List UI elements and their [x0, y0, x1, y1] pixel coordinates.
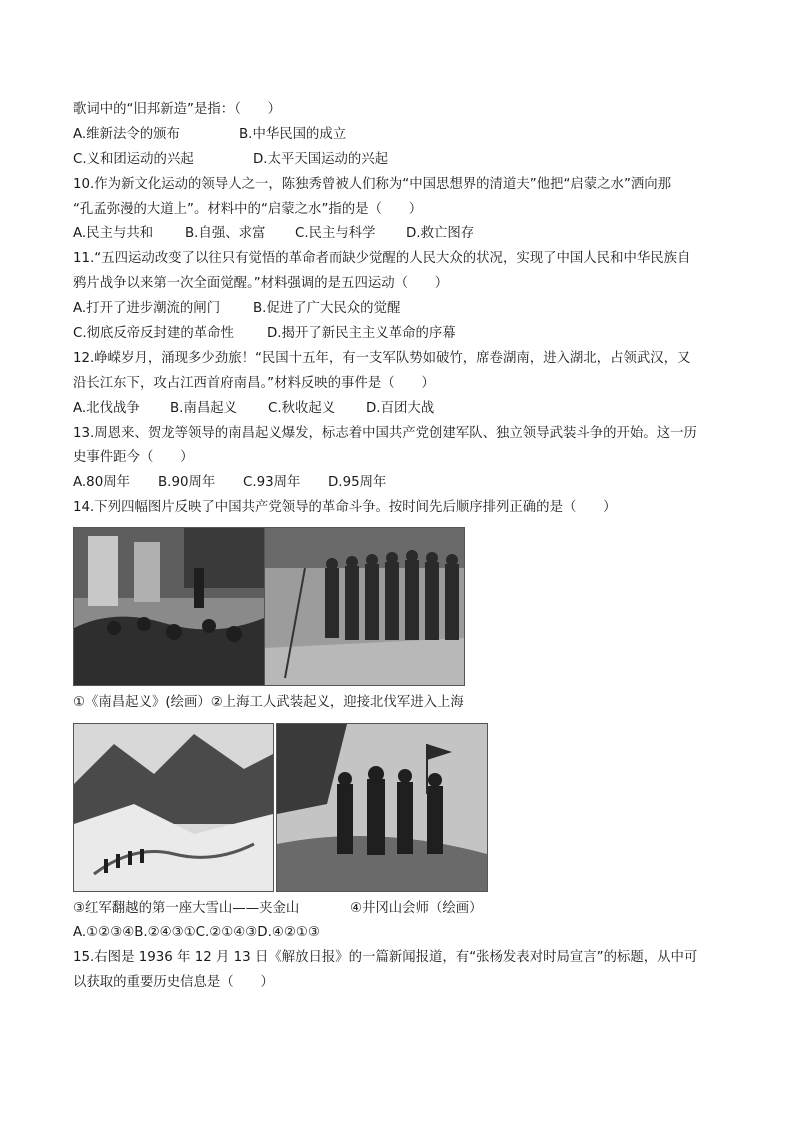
q14-photo-row2 — [73, 723, 733, 893]
q15-stem-line1: 15.右图是 1936 年 12 月 13 日《解放日报》的一篇新闻报道，有“张杨发表对时局宣言”的标题，从中可 — [73, 950, 698, 966]
q11-option-d[interactable]: D.揭开了新民主主义革命的序幕 — [267, 326, 456, 342]
q13-option-c[interactable]: C.93周年 — [243, 475, 301, 491]
q10-stem-line2: “孔孟弥漫的大道上”。材料中的“启蒙之水”指的是（ ） — [73, 201, 423, 217]
shanghai-workers-uprising-photo — [264, 527, 465, 686]
q11-options-row2 — [73, 322, 733, 347]
q9-option-a[interactable]: A.维新法令的颁布 — [73, 126, 180, 142]
q14-stem: 14.下列四幅图片反映了中国共产党领导的革命斗争。按时间先后顺序排列正确的是（ ） — [73, 500, 617, 516]
q10-option-a[interactable]: A.民主与共和 — [73, 226, 154, 242]
exam-page — [73, 98, 733, 996]
nanchang-uprising-painting — [73, 527, 265, 686]
q12-option-a[interactable]: A.北伐战争 — [73, 400, 140, 416]
q14-caption-2 — [73, 897, 733, 921]
q14-caption-jiajin: ③红军翻越的第一座大雪山——夹金山 — [73, 901, 300, 917]
q10-option-c[interactable]: C.民主与科学 — [295, 226, 376, 242]
q9-option-d[interactable]: D.太平天国运动的兴起 — [253, 151, 389, 167]
q13-stem-line1: 13.周恩来、贺龙等领导的南昌起义爆发，标志着中国共产党创建军队、独立领导武装斗争的开始。这一历 — [73, 425, 697, 441]
q12-option-d[interactable]: D.百团大战 — [366, 400, 435, 416]
q11-stem-line2: 鸦片战争以来第一次全面觉醒。”材料强调的是五四运动（ ） — [73, 276, 449, 292]
q12-options — [73, 397, 733, 422]
q14-options[interactable]: A.①②③④B.②④③①C.②①④③D.④②①③ — [73, 925, 320, 941]
q12-stem-line2: 沿长江东下，攻占江西首府南昌。”材料反映的事件是（ ） — [73, 375, 435, 391]
q12-stem-line1: 12.峥嵘岁月，涌现多少劲旅！“民国十五年，有一支军队势如破竹，席卷湖南，进入湖北，占领武汉，又 — [73, 350, 691, 366]
q13-stem-line2: 史事件距今（ ） — [73, 450, 194, 466]
q9-stem: 歌词中的“旧邦新造”是指：（ ） — [73, 102, 282, 117]
q12-option-c[interactable]: C.秋收起义 — [268, 400, 336, 416]
q9-option-b[interactable]: B.中华民国的成立 — [239, 126, 347, 142]
q9-options-row2 — [73, 148, 733, 173]
q13-option-d[interactable]: D.95周年 — [328, 475, 387, 491]
q14-caption-jinggangshan: ④井冈山会师（绘画） — [350, 901, 483, 917]
q14-photo-row1 — [73, 527, 733, 687]
q13-option-a[interactable]: A.80周年 — [73, 475, 131, 491]
q11-options-row1 — [73, 297, 733, 322]
q9-options-row1 — [73, 123, 733, 148]
q10-options — [73, 222, 733, 247]
q11-option-c[interactable]: C.彻底反帝反封建的革命性 — [73, 326, 234, 342]
q11-option-b[interactable]: B.促进了广大民众的觉醒 — [253, 301, 401, 317]
q14-caption-1: ①《南昌起义》(绘画）②上海工人武装起义，迎接北伐军进入上海 — [73, 695, 464, 711]
jinggangshan-meeting-painting — [276, 723, 488, 892]
q11-stem-line1: 11.“五四运动改变了以往只有觉悟的革命者而缺少觉醒的人民大众的状况，实现了中国人民和中华民族自 — [73, 251, 691, 267]
q10-stem-line1: 10.作为新文化运动的领导人之一，陈独秀曾被人们称为“中国思想界的清道夫”他把“启蒙之水”洒向那 — [73, 176, 672, 192]
q13-options — [73, 471, 733, 496]
q15-stem-line2: 以获取的重要历史信息是（ ） — [73, 974, 274, 990]
q12-option-b[interactable]: B.南昌起义 — [170, 400, 238, 416]
q10-option-d[interactable]: D.救亡图存 — [406, 226, 475, 242]
q10-option-b[interactable]: B.自强、求富 — [185, 226, 266, 242]
jiajin-mountain-painting — [73, 723, 274, 892]
q11-option-a[interactable]: A.打开了进步潮流的闸门 — [73, 301, 221, 317]
q13-option-b[interactable]: B.90周年 — [158, 475, 216, 491]
q9-option-c[interactable]: C.义和团运动的兴起 — [73, 151, 194, 167]
